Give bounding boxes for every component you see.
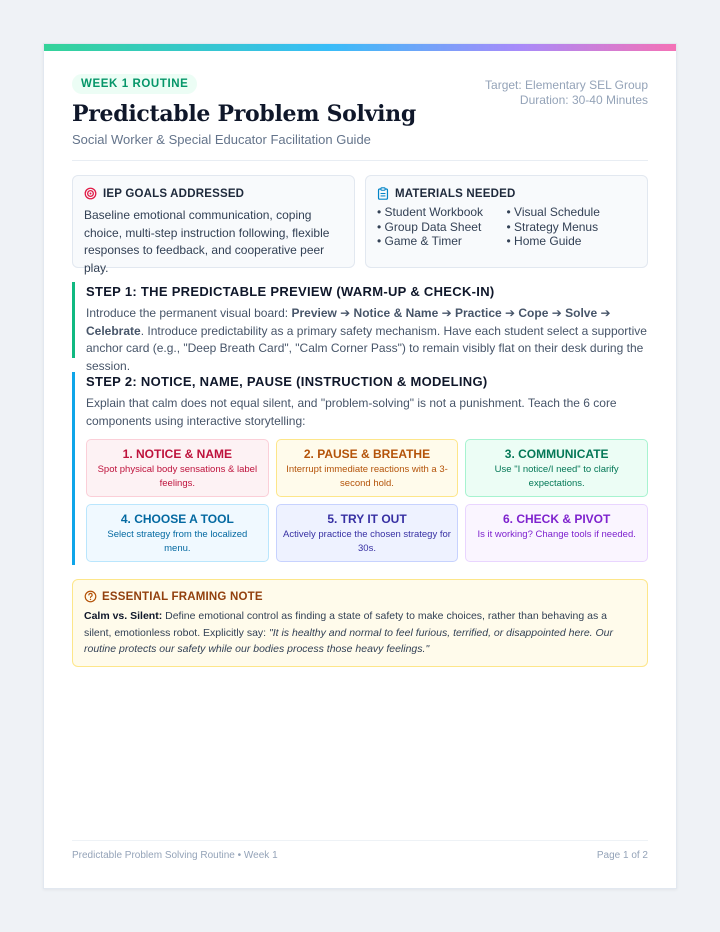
page-title: Predictable Problem Solving <box>72 101 416 127</box>
page-number: Page 1 of 2 <box>596 850 648 861</box>
step-1-body: Introduce predictability as a primary safety mechanism. Have each student select a supportive anchor card (e.g., "Deep Breath Card", "Calm Corner Pass") to remain visibly flat on their desk during the session. <box>86 323 647 373</box>
component-text: Use "I notice/I need" to clarify expectations. <box>494 464 619 489</box>
components-grid <box>86 439 648 562</box>
component-title: 1. NOTICE & NAME <box>122 447 232 461</box>
component-card <box>86 439 269 497</box>
framing-note <box>72 579 648 667</box>
note-lead: Calm vs. Silent: <box>84 610 163 622</box>
component-title: 3. COMMUNICATE <box>504 447 609 461</box>
list-item: • Group Data Sheet <box>377 220 507 235</box>
clipboard-icon <box>377 187 389 200</box>
note-title: ESSENTIAL FRAMING NOTE <box>102 590 263 603</box>
note-text <box>84 608 636 658</box>
step-2-section <box>72 372 648 565</box>
target-audience: Target: Elementary SEL Group <box>485 78 648 92</box>
step-1-title: STEP 1: THE PREDICTABLE PREVIEW (WARM-UP & CHECK-IN) <box>86 284 495 299</box>
step-2-title: STEP 2: NOTICE, NAME, PAUSE (INSTRUCTION & MODELING) <box>86 374 488 389</box>
session-duration: Duration: 30-40 Minutes <box>519 93 648 107</box>
page-subtitle: Social Worker & Special Educator Facilitation Guide <box>72 132 371 147</box>
note-body: Define emotional control as finding a state of safety to make choices, rather than behaving as a silent, emotionless robot. Explicitly say: <box>84 610 607 639</box>
help-circle-icon <box>84 590 97 603</box>
component-card <box>465 504 648 562</box>
materials-list <box>377 205 636 249</box>
component-card <box>86 504 269 562</box>
page-footer <box>72 840 648 861</box>
materials-title: MATERIALS NEEDED <box>395 187 516 200</box>
goals-title: IEP GOALS ADDRESSED <box>103 187 245 200</box>
component-title: 6. CHECK & PIVOT <box>502 512 611 526</box>
page-header <box>72 51 648 161</box>
step-1-intro: Introduce the permanent visual board: <box>86 306 292 320</box>
component-card <box>276 439 459 497</box>
component-text: Spot physical body sensations & label feelings. <box>97 464 258 489</box>
materials-card <box>365 175 648 268</box>
document-page <box>43 43 677 889</box>
week-badge: WEEK 1 ROUTINE <box>72 74 197 94</box>
component-title: 4. CHOOSE A TOOL <box>120 512 234 526</box>
step-1-section <box>72 282 648 373</box>
routine-flow: Preview ➔ Notice & Name ➔ Practice ➔ Cope ➔ Solve ➔ Celebrate <box>86 306 611 338</box>
component-title: 5. TRY IT OUT <box>327 512 407 526</box>
goals-text: Baseline emotional communication, coping choice, multi-step instruction following, flexible responses to feedback, and cooperative peer play. <box>84 208 330 275</box>
component-card <box>276 504 459 562</box>
component-title: 2. PAUSE & BREATHE <box>303 447 431 461</box>
step-1-text <box>86 305 648 375</box>
info-cards <box>72 175 648 275</box>
component-text: Select strategy from the localized menu. <box>107 529 248 554</box>
step-2-text: Explain that calm does not equal silent, and "problem-solving" is not a punishment. Teach the 6 core components using interactive storytelling: <box>86 396 617 428</box>
list-item: • Game & Timer <box>377 234 507 249</box>
step-1-period: . <box>140 323 145 338</box>
list-item: • Home Guide <box>507 234 637 249</box>
component-text: Interrupt immediate reactions with a 3-second hold. <box>286 464 448 489</box>
list-item: • Visual Schedule <box>507 205 637 220</box>
footer-title: Predictable Problem Solving Routine • Week 1 <box>72 850 278 861</box>
component-text: Is it working? Change tools if needed. <box>477 529 636 540</box>
target-icon <box>84 187 97 200</box>
header-meta <box>485 78 648 108</box>
goals-card <box>72 175 355 275</box>
gradient-top-bar <box>44 44 676 51</box>
component-card <box>465 439 648 497</box>
component-text: Actively practice the chosen strategy for 30s. <box>283 529 451 554</box>
list-item: • Strategy Menus <box>507 220 637 235</box>
note-quote: "It is healthy and normal to feel furious, terrified, or disappointed here. Our routine protects our safety while our bodies process those heavy feelings." <box>84 626 613 655</box>
list-item: • Student Workbook <box>377 205 507 220</box>
